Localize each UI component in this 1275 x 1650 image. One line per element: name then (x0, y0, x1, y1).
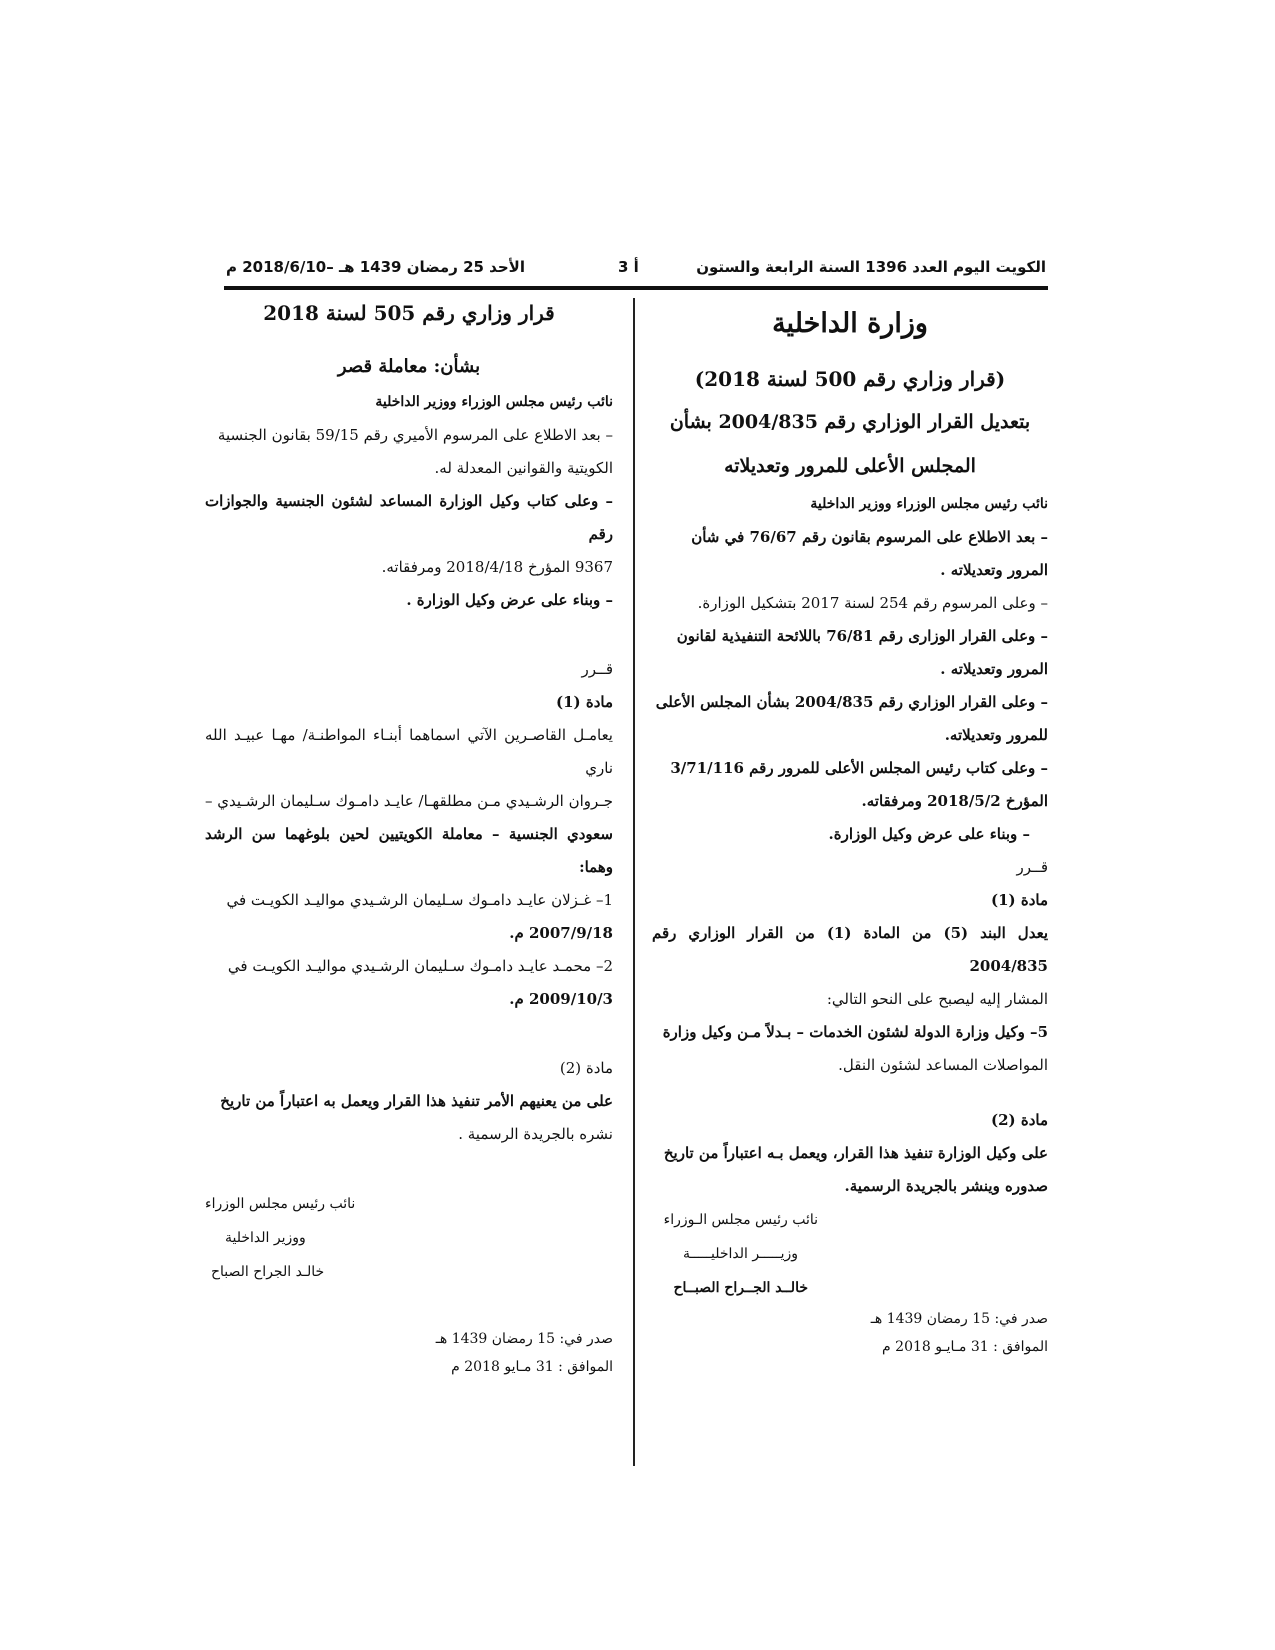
article-1-line: 1– غـزلان عايـد دامـوك سـليمان الرشـيدي مواليـد الكويـت في (226, 891, 613, 909)
article-1-line: المواصلات المساعد لشئون النقل. (838, 1056, 1048, 1074)
spacer (205, 1151, 613, 1187)
article-1-line: يعدل البند (5) من المادة (1) من القرار الوزاري رقم 2004/835 (652, 924, 1048, 975)
preamble-line: 9367 المؤرخ 2018/4/18 ومرفقاته. (381, 558, 613, 576)
article-2-label: مادة (2) (990, 1111, 1048, 1129)
decided-heading: قــرر (581, 660, 613, 678)
signature-role: وزيـــــر الداخليـــــة (682, 1246, 798, 1262)
preamble-line: – وعلى كتاب وكيل الوزارة المساعد لشئون الجنسية والجوازات رقم (205, 492, 613, 543)
article-1-line: 2– محمـد عايـد دامـوك سـليمان الرشـيدي مواليـد الكويـت في (227, 957, 613, 975)
preamble-line: – وبناء على عرض وكيل الوزارة . (406, 591, 613, 609)
left-column-decree-505 (205, 298, 613, 1381)
issued-date-hijri: صدر في: 15 رمضان 1439 هـ (870, 1311, 1048, 1327)
ministry-title: وزارة الداخلية (772, 308, 928, 339)
header-rule (224, 286, 1048, 290)
decree-subject: بشأن: معاملة قصر (337, 356, 481, 377)
article-1-line: 5– وكيل وزارة الدولة لشئون الخدمات – بـدلاً مـن وكيل وزارة (662, 1023, 1048, 1041)
preamble-line: – وبناء على عرض وكيل الوزارة. (828, 825, 1030, 843)
article-2-label: مادة (2) (559, 1059, 613, 1077)
article-1-line: المشار إليه ليصبح على النحو التالي: (826, 990, 1048, 1008)
signature-title: نائب رئيس مجلس الوزراء (205, 1196, 356, 1212)
decree-title: قرار وزاري رقم 505 لسنة 2018 (263, 301, 555, 325)
signature-title: نائب رئيس مجلس الـوزراء (663, 1212, 818, 1228)
preamble-line: الكويتية والقوانين المعدلة له. (434, 459, 613, 477)
signature-name: خالـد الجراح الصباح (211, 1264, 325, 1280)
spacer (652, 1082, 1048, 1104)
header-page-number: أ 3 (618, 258, 639, 276)
preamble-line: – بعد الاطلاع على المرسوم الأميري رقم 59/15 بقانون الجنسية (217, 426, 613, 444)
decree-issuer: نائب رئيس مجلس الوزراء ووزير الداخلية (375, 394, 613, 410)
decree-subject-line-2: المجلس الأعلى للمرور وتعديلاته (724, 455, 976, 477)
article-2-line: على وكيل الوزارة تنفيذ هذا القرار، ويعمل بـه اعتباراً من تاريخ (663, 1144, 1048, 1162)
article-1-line: يعامـل القاصـرين الآتي اسماهما أبنـاء المواطنـة/ مهـا عبيـد الله ناري (205, 726, 613, 777)
issued-date-gregorian: الموافق : 31 مـايـو 2018 م (882, 1339, 1048, 1355)
preamble-line: – وعلى كتاب رئيس المجلس الأعلى للمرور رقم 3/71/116 (670, 759, 1048, 777)
spacer (205, 1016, 613, 1052)
article-1-label: مادة (1) (555, 693, 613, 711)
preamble-line: المرور وتعديلاته . (940, 660, 1048, 678)
preamble-line: المؤرخ 2018/5/2 ومرفقاته. (861, 792, 1048, 810)
article-1-line: سعودي الجنسية – معاملة الكويتيين لحين بلوغهما سن الرشد وهما: (205, 825, 613, 876)
issued-date-hijri: صدر في: 15 رمضان 1439 هـ (435, 1331, 613, 1347)
preamble-line: المرور وتعديلاته . (940, 561, 1048, 579)
preamble-line: للمرور وتعديلاته. (944, 726, 1048, 744)
preamble-line: – بعد الاطلاع على المرسوم بقانون رقم 76/67 في شأن (691, 528, 1048, 546)
issued-date-gregorian: الموافق : 31 مـايو 2018 م (451, 1359, 613, 1375)
decree-issuer: نائب رئيس مجلس الوزراء ووزير الداخلية (810, 496, 1048, 512)
article-1-line: جـروان الرشـيدي مـن مطلقهـا/ عايـد دامـوك سـليمان الرشـيدي – (205, 792, 613, 810)
article-2-line: على من يعنيهم الأمر تنفيذ هذا القرار ويعمل به اعتباراً من تاريخ (220, 1092, 613, 1110)
column-divider (633, 298, 635, 1466)
preamble-line: – وعلى القرار الوزارى رقم 76/81 باللائحة التنفيذية لقانون (676, 627, 1048, 645)
article-2-line: صدوره وينشر بالجريدة الرسمية. (844, 1177, 1048, 1195)
page-header (226, 258, 1046, 284)
header-issue: الكويت اليوم العدد 1396 السنة الرابعة والستون (696, 258, 1046, 276)
header-date: الأحد 25 رمضان 1439 هـ –2018/6/10 م (226, 258, 525, 276)
spacer (205, 1289, 613, 1325)
decided-heading: قــرر (1016, 858, 1048, 876)
decree-subject-line-1: بتعديل القرار الوزاري رقم 2004/835 بشأن (669, 411, 1031, 433)
right-column-decree-500 (652, 298, 1048, 1361)
article-1-label: مادة (1) (990, 891, 1048, 909)
signature-role: ووزير الداخلية (225, 1230, 306, 1246)
preamble-line: – وعلى المرسوم رقم 254 لسنة 2017 بتشكيل الوزارة. (697, 594, 1048, 612)
spacer (205, 617, 613, 653)
article-2-line: نشره بالجريدة الرسمية . (458, 1125, 613, 1143)
signature-name: خالــد الجــراح الصبــاح (673, 1280, 808, 1296)
decree-title: (قرار وزاري رقم 500 لسنة 2018) (694, 367, 1006, 391)
article-1-line: 2009/10/3 م. (509, 990, 613, 1008)
preamble-line: – وعلى القرار الوزاري رقم 2004/835 بشأن المجلس الأعلى (655, 693, 1048, 711)
article-1-line: 2007/9/18 م. (509, 924, 613, 942)
